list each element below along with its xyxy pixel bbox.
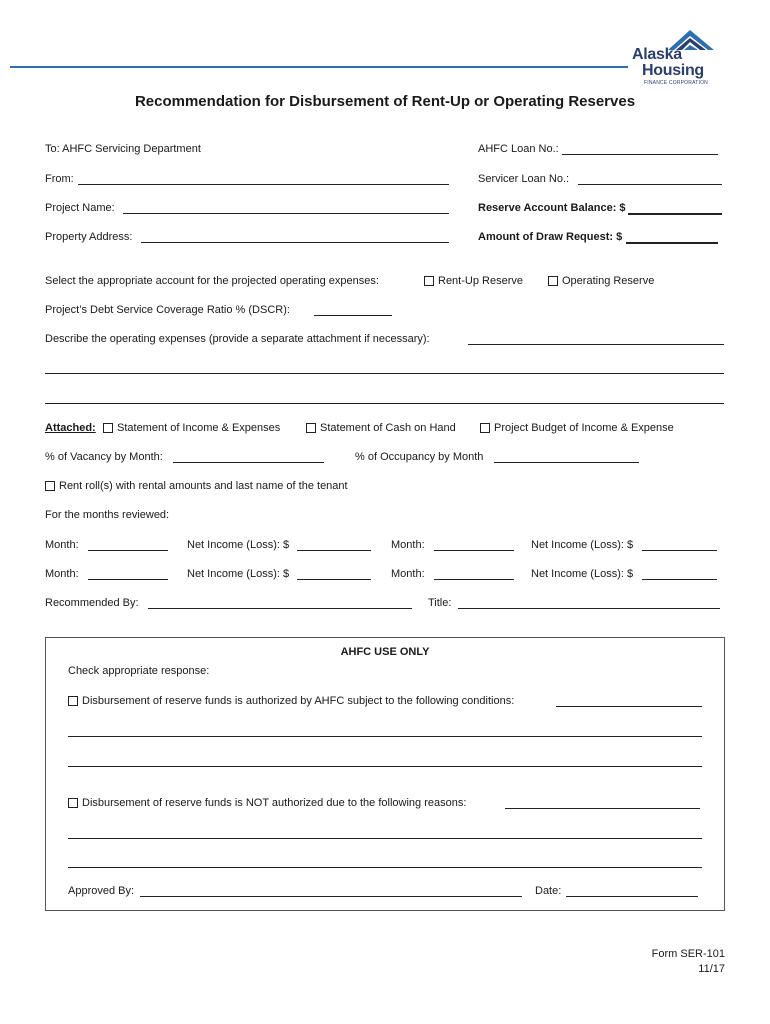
net-income-label: Net Income (Loss): $ bbox=[187, 539, 290, 551]
net-income-field[interactable] bbox=[297, 579, 371, 580]
not-authorized-reasons-field-2[interactable] bbox=[68, 838, 702, 839]
month-label: Month: bbox=[391, 539, 425, 551]
ahfc-loan-no-label: AHFC Loan No.: bbox=[478, 143, 559, 155]
project-budget-checkbox[interactable] bbox=[480, 423, 490, 433]
occupancy-field[interactable] bbox=[494, 462, 639, 463]
form-revision: 11/17 bbox=[698, 963, 725, 975]
net-income-field[interactable] bbox=[642, 550, 717, 551]
rent-roll-checkbox[interactable] bbox=[45, 481, 55, 491]
ahfc-use-only-box bbox=[45, 637, 725, 911]
net-income-field[interactable] bbox=[297, 550, 371, 551]
logo-line-2: Housing bbox=[642, 62, 704, 79]
date-field[interactable] bbox=[566, 896, 698, 897]
statement-cash-option[interactable] bbox=[306, 422, 456, 434]
project-budget-label: Project Budget of Income & Expense bbox=[494, 422, 674, 434]
month-label: Month: bbox=[45, 568, 79, 580]
date-label: Date: bbox=[535, 885, 562, 897]
from-field[interactable] bbox=[78, 184, 449, 185]
check-response-label: Check appropriate response: bbox=[68, 665, 210, 677]
month-field[interactable] bbox=[88, 550, 168, 551]
form-id: Form SER-101 bbox=[651, 948, 725, 960]
form-title: Recommendation for Disbursement of Rent-Up or Operating Reserves bbox=[134, 93, 636, 110]
project-budget-option[interactable] bbox=[480, 422, 674, 434]
rent-up-reserve-option[interactable] bbox=[424, 275, 523, 287]
net-income-label: Net Income (Loss): $ bbox=[531, 568, 634, 580]
recommended-by-label: Recommended By: bbox=[45, 597, 139, 609]
describe-expenses-field-3[interactable] bbox=[45, 403, 724, 404]
net-income-label: Net Income (Loss): $ bbox=[187, 568, 290, 580]
rent-roll-option[interactable] bbox=[45, 480, 348, 492]
project-name-label: Project Name: bbox=[45, 202, 115, 214]
statement-cash-checkbox[interactable] bbox=[306, 423, 316, 433]
amount-of-draw-request-label: Amount of Draw Request: $ bbox=[478, 231, 623, 243]
recommended-by-field[interactable] bbox=[148, 608, 412, 609]
not-authorized-reasons-field-3[interactable] bbox=[68, 867, 702, 868]
months-reviewed-label: For the months reviewed: bbox=[45, 509, 170, 521]
property-address-label: Property Address: bbox=[45, 231, 133, 243]
reserve-account-balance-label: Reserve Account Balance: $ bbox=[478, 202, 626, 214]
vacancy-field[interactable] bbox=[173, 462, 324, 463]
servicer-loan-no-field[interactable] bbox=[578, 184, 722, 185]
not-authorized-label: Disbursement of reserve funds is NOT authorized due to the following reasons: bbox=[82, 797, 467, 809]
to-label: To: AHFC Servicing Department bbox=[45, 143, 201, 155]
month-label: Month: bbox=[391, 568, 425, 580]
reserve-account-balance-field[interactable] bbox=[628, 213, 722, 215]
ahfc-loan-no-field[interactable] bbox=[562, 154, 718, 155]
occupancy-label: % of Occupancy by Month bbox=[355, 451, 484, 463]
rent-up-reserve-label: Rent-Up Reserve bbox=[438, 275, 523, 287]
attached-label: Attached: bbox=[45, 422, 96, 434]
ahfc-use-only-heading: AHFC USE ONLY bbox=[340, 646, 430, 658]
ahfc-logo bbox=[628, 28, 720, 88]
servicer-loan-no-label: Servicer Loan No.: bbox=[478, 173, 570, 185]
approved-by-label: Approved By: bbox=[68, 885, 135, 897]
authorized-label: Disbursement of reserve funds is authorized by AHFC subject to the following conditions: bbox=[82, 695, 515, 707]
account-select-prompt: Select the appropriate account for the projected operating expenses: bbox=[45, 275, 379, 287]
property-address-field[interactable] bbox=[141, 242, 449, 243]
not-authorized-option[interactable] bbox=[68, 797, 466, 809]
authorized-checkbox[interactable] bbox=[68, 696, 78, 706]
operating-reserve-option[interactable] bbox=[548, 275, 654, 287]
statement-cash-label: Statement of Cash on Hand bbox=[320, 422, 456, 434]
describe-expenses-field-1[interactable] bbox=[468, 344, 724, 345]
project-name-field[interactable] bbox=[123, 213, 449, 214]
rent-up-reserve-checkbox[interactable] bbox=[424, 276, 434, 286]
amount-of-draw-request-field[interactable] bbox=[626, 242, 718, 244]
authorized-option[interactable] bbox=[68, 695, 514, 707]
dscr-field[interactable] bbox=[314, 315, 392, 316]
month-field[interactable] bbox=[434, 550, 514, 551]
vacancy-label: % of Vacancy by Month: bbox=[45, 451, 163, 463]
header-rule bbox=[10, 66, 628, 68]
not-authorized-reasons-field-1[interactable] bbox=[505, 808, 700, 809]
authorized-conditions-field-2[interactable] bbox=[68, 736, 702, 737]
from-label: From: bbox=[45, 173, 74, 185]
statement-income-label: Statement of Income & Expenses bbox=[117, 422, 281, 434]
describe-expenses-label: Describe the operating expenses (provide a separate attachment if necessary): bbox=[45, 333, 430, 345]
approved-by-field[interactable] bbox=[140, 896, 522, 897]
month-label: Month: bbox=[45, 539, 79, 551]
title-label: Title: bbox=[428, 597, 452, 609]
operating-reserve-label: Operating Reserve bbox=[562, 275, 655, 287]
net-income-label: Net Income (Loss): $ bbox=[531, 539, 634, 551]
logo-line-1: Alaska bbox=[632, 46, 682, 63]
describe-expenses-field-2[interactable] bbox=[45, 373, 724, 374]
not-authorized-checkbox[interactable] bbox=[68, 798, 78, 808]
statement-income-checkbox[interactable] bbox=[103, 423, 113, 433]
authorized-conditions-field-3[interactable] bbox=[68, 766, 702, 767]
operating-reserve-checkbox[interactable] bbox=[548, 276, 558, 286]
month-field[interactable] bbox=[88, 579, 168, 580]
title-field[interactable] bbox=[458, 608, 720, 609]
month-field[interactable] bbox=[434, 579, 514, 580]
net-income-field[interactable] bbox=[642, 579, 717, 580]
dscr-label: Project’s Debt Service Coverage Ratio % (DSCR): bbox=[45, 304, 290, 316]
statement-income-option[interactable] bbox=[103, 422, 280, 434]
rent-roll-label: Rent roll(s) with rental amounts and last name of the tenant bbox=[59, 480, 348, 492]
logo-line-3: FINANCE CORPORATION bbox=[644, 80, 708, 86]
authorized-conditions-field-1[interactable] bbox=[556, 706, 702, 707]
